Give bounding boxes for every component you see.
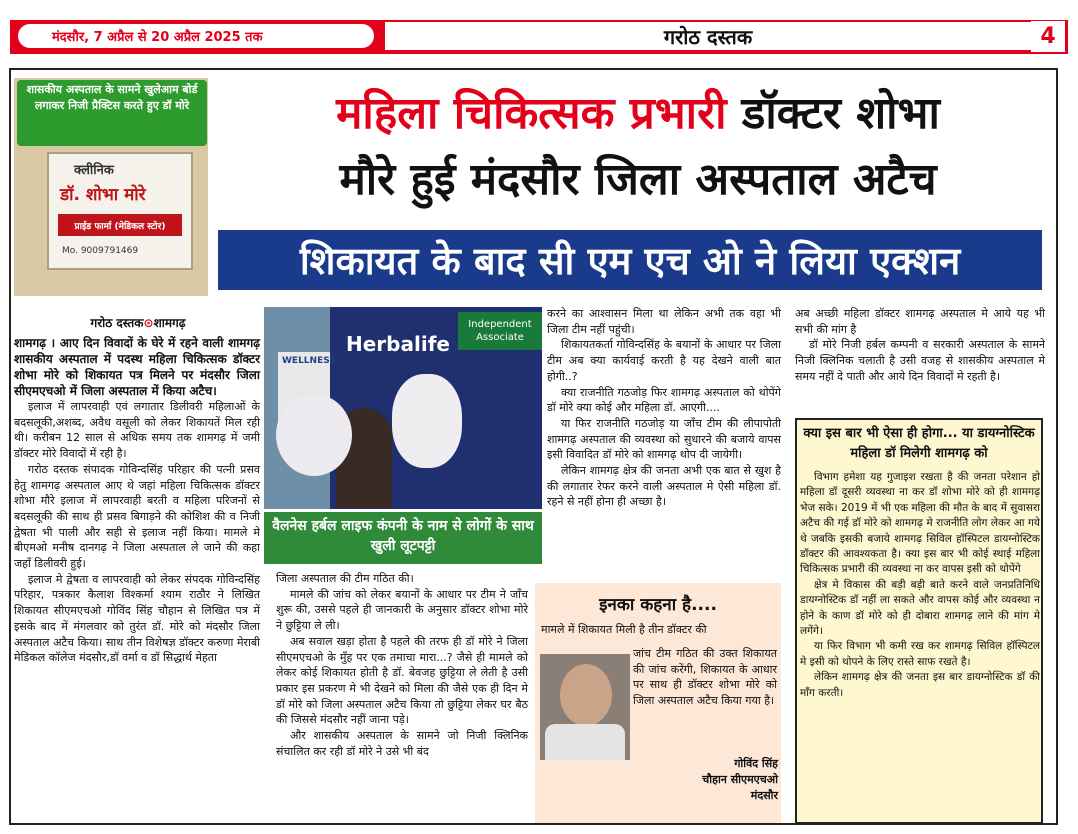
byline-suffix: शामगढ़ bbox=[153, 316, 186, 330]
paragraph: शिकायतकर्ता गोविन्दसिंह के बयानों के आधार पर जिला टीम अब क्या कार्यवाई करती है यह देखने वाली बात होगी..? bbox=[547, 338, 781, 383]
paragraph: इलाज में लापरवाही एवं लगातार डिलीवरी महिलाओं के बदसलूकी,अशब्द, अवैध वसूली को लेकर शिकायतें मिल रही थी। करीबन 12 साल से अधिक समय तक शामगढ़ में जमी डॉक्टर मोरे विवादों में रही है। bbox=[14, 400, 260, 461]
paragraph: लेकिन शामगढ़ क्षेत्र की जनता इस बार डायग्नोस्टिक डॉ की माँग करती। bbox=[800, 671, 1040, 699]
paragraph: विभाग हमेशा यह गुजाइश रखता है की जनता परेशान हो महिला डॉ दूसरी व्यवस्था ना कर डॉ शोभा मोरे को ही शामगढ़ भेज सके। 2019 में भी एक महिला की मौत के बाद में सुवासरा अटैच की गई डॉ मोरे को शामगढ़ मे राजनीति लोग लेकर आ गये थे जबकि इसकी बजाये शामगढ़ सिविल हॉस्पिटल डायग्नोस्टिक डॉक्टर की आवश्यकता है। क्या इस बार भी कोई स्थाई महिला चिकित्सक प्रभारी की व्यवस्था ना कर वापस इसी को थोपेंगे bbox=[800, 471, 1040, 576]
location-icon: ⊙ bbox=[143, 316, 154, 330]
paragraph: क्या राजनीति गठजोड़ फिर शामगढ़ अस्पताल को थोपेंगे डॉ मोरे क्या कोई और महिला डॉ. आएगी.... bbox=[547, 385, 781, 415]
official-face bbox=[560, 664, 612, 726]
column-1 bbox=[14, 335, 260, 666]
quote-signature bbox=[630, 756, 778, 804]
blurred-face bbox=[276, 394, 352, 476]
quote-text-side: जांच टीम गठित की उक्त शिकायत की जांच करेंगी, शिकायत के आधार पर साथ ही डॉक्टर शोभा मोरे को जिला अस्पताल अटैच किया गया है। bbox=[633, 647, 777, 708]
byline-prefix: गरोठ दस्तक bbox=[90, 316, 144, 330]
photo-label: शासकीय अस्पताल के सामने खुलेआम बोर्ड लगाकर निजी प्रैक्टिस करते हुए डॉ मोरे bbox=[17, 80, 207, 146]
official-name: गोविंद सिंह bbox=[734, 757, 778, 770]
paragraph: या फिर विभाग भी कमी रख कर शामगढ़ सिविल हॉस्पिटल मे इसी को थोपने के लिए रास्ते साफ रखते है। bbox=[800, 640, 1040, 668]
paragraph: अब सवाल खड़ा होता है पहले की तरफ ही डॉ मोरे ने जिला सीएमएचओ के मुँह पर एक तमाचा मारा...? जैसे ही मामले को लेकर कोई शिकायत होती है डॉ. बेवजह छुट्टिया ले लेती है उसी प्रकार इस प्रकरण मे भी देखने को मिला की जैसे एक ही दिन मे डॉ मोरे को जिला अस्पताल अटैच किया तो छुट्टिया लेकर घर बैठ की जिससे मंदसौर नहीं जाना पड़े। bbox=[276, 634, 528, 727]
paragraph: लेकिन शामगढ़ क्षेत्र की जनता अभी एक बात से खुश है की लगातार रेफर करने वाली अस्पताल मे ऐसी महिला डॉ. रहने से नहीं होना ही अच्छा है। bbox=[547, 464, 781, 509]
column-2 bbox=[276, 571, 528, 759]
paragraph: क्षेत्र मे विकास की बड़ी बड़ी बाते करने वाले जनप्रतिनिधि डायग्नोस्टिक डॉ नहीं ला सकते और वापस कोई और व्यवस्था न होने के काण डॉ मोरे को ही दोबारा शामगढ़ लाने की मांग मे लगेंगे। bbox=[800, 578, 1040, 638]
board-mobile: Mo. 9009791469 bbox=[62, 246, 139, 256]
paragraph: और शासकीय अस्पताल के सामने जो निजी क्लिनिक संचालित कर रही डॉ मोरे ने उसे भी बंद bbox=[276, 729, 528, 758]
sidebar-box-text bbox=[800, 470, 1040, 701]
paragraph: करने का आश्वासन मिला था लेकिन अभी तक वहा भी जिला टीम नहीं पहुंची। bbox=[547, 307, 781, 336]
quote-text-top: मामले में शिकायत मिली है तीन डॉक्टर की bbox=[541, 623, 707, 636]
paragraph: गरोठ दस्तक संपादक गोविन्दसिंह परिहार की पत्नी प्रसव हेतु शामगढ़ अस्पताल आए थे जहां महिला चिकित्सक डॉक्टर शोभा मौरे इलाज में लापरवाही बरती व महिला परिजनों से बदसलूकी की साथ ही प्रसव बिगाड़ने की कोशिश की व निजी द्वेषता भी पाली और सही से इलाज नहीं किया। मामले मे बीएमओ मनीष दानगढ़ ने जिला अस्पताल ले जाने की कहा जहाँ डिलीवरी हुई। bbox=[14, 462, 260, 571]
newspaper-name: गरोठ दस्तक bbox=[385, 22, 1031, 50]
sidebar-box-title-text: क्या इस बार भी ऐसा ही होगा... या डायग्नोस्टिक महिला डॉ मिलेगी शामगढ़ को bbox=[803, 426, 1035, 461]
independent-associate-text: Independent Associate bbox=[458, 312, 542, 350]
byline bbox=[14, 314, 262, 332]
lead-paragraph: शामगढ़ । आए दिन विवादों के घेरे में रहने वाली शामगढ़ शासकीय अस्पताल में पदस्थ महिला चिकित्सक डॉक्टर शोभा मोरे को शिकायत पत्र मिलने पर मंदसौर जिला सीएमएचओ में जिला अस्पताल में किया अटैच। bbox=[14, 336, 260, 398]
wellness-banner: WELLNESS bbox=[278, 352, 330, 424]
headline-black: डॉक्टर शोभा bbox=[741, 88, 940, 139]
paragraph: इलाज मे द्वेषता व लापरवाही को लेकर संपदक गोविन्दसिंह परिहार, पत्रकार कैलाश विश्कर्मा श्याम राठौर ने लिखित शिकायत सीएमएचओ गोविंद सिंह चौहान से लिखित पत्र में इसके बाद में मंगलवार को तुरंत डॉ. मोरे को मंदसौर जिला अस्पताल अटैच किया। साथ तीन विशेषज्ञ डॉक्टर करुणा मेराबी मेडिकल कॉलेज मंदसौर,डॉ वर्मा व डॉ सिद्धार्थ मेहता bbox=[14, 572, 260, 665]
paragraph: या फिर राजनीति गठजोड़ या जाँच टीम की लीपापोती शामगढ़ अस्पताल की व्यवस्था को सुधारने की बजाये वापस इसी विवादित डॉ मोरे को शामगढ़ थोप दी जायेगी। bbox=[547, 416, 781, 462]
date-range: मंदसौर, 7 अप्रैल से 20 अप्रैल 2025 तक bbox=[16, 22, 376, 50]
column-3 bbox=[547, 306, 781, 510]
official-shirt bbox=[545, 724, 625, 760]
sidebar-box-title bbox=[799, 424, 1039, 464]
column-4 bbox=[795, 306, 1045, 385]
board-subtitle: प्राईड फार्मा (मेडिकल स्टोर) bbox=[58, 214, 182, 236]
blurred-face bbox=[392, 374, 462, 468]
board-clinic-text: क्लीनिक bbox=[74, 163, 114, 178]
paragraph: मामले की जांच को लेकर बयानों के आधार पर टीम ने जाँच शुरू की, उससे पहले ही जानकारी के अनुसार डॉक्टर शोभा मोरे ने छुट्टिया ले ली। bbox=[276, 587, 528, 633]
headline-line2: मौरे हुई मंदसौर जिला अस्पताल अटैच bbox=[339, 154, 937, 205]
quote-title: इनका कहना है.... bbox=[599, 595, 717, 615]
official-place: मंदसौर bbox=[750, 789, 778, 802]
paragraph: जिला अस्पताल की टीम गठित की। bbox=[276, 572, 414, 585]
herbalife-text: Herbalife bbox=[346, 332, 450, 356]
paragraph: डॉ मोरे निजी हर्बल कम्पनी व सरकारी अस्पताल के सामने निजी क्लिनिक चलाती है उसी वजह से शासकीय अस्पताल मे समय नहीं दे पाती और आये दिन विवादों मे रहती है। bbox=[795, 338, 1045, 383]
photo-caption: वैलनेस हर्बल लाइफ कंपनी के नाम से लोगों के साथ खुली लूटपट्टी bbox=[264, 512, 542, 564]
headline-red: महिला चिकित्सक प्रभारी bbox=[336, 88, 727, 139]
subheadline: शिकायत के बाद सी एम एच ओ ने लिया एक्शन bbox=[218, 230, 1042, 290]
board-doctor-name: डॉ. शोभा मोरे bbox=[60, 185, 146, 205]
page-number: 4 bbox=[1031, 21, 1065, 52]
paragraph: अब अच्छी महिला डॉक्टर शामगढ़ अस्पताल मे आये यह भी सभी की मांग है bbox=[795, 307, 1045, 336]
headline-line1 bbox=[218, 84, 1058, 144]
official-designation: चौहान सीएमएचओ bbox=[702, 773, 778, 786]
